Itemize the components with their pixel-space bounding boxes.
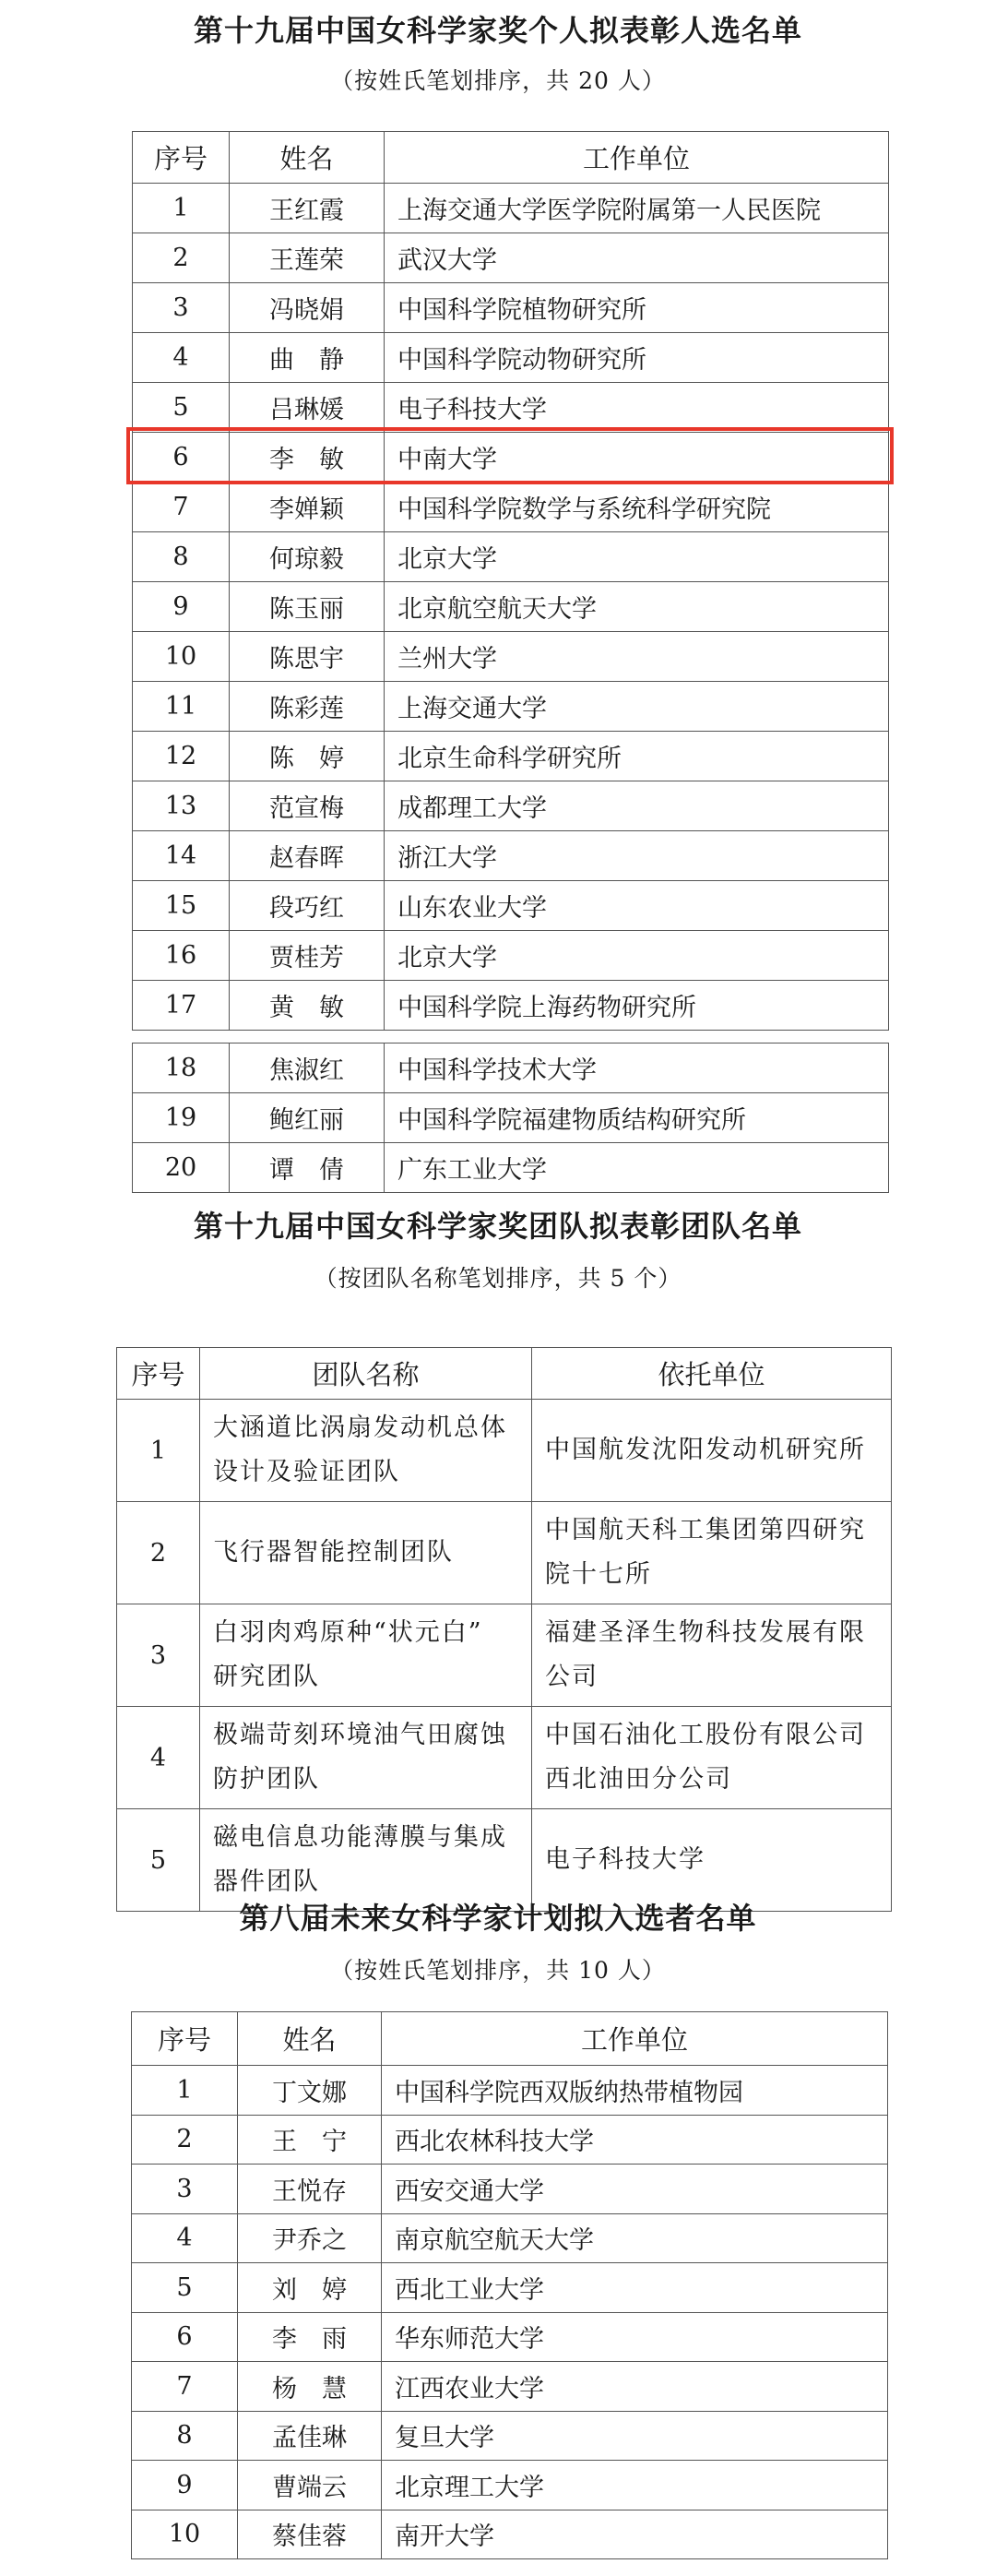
table-row bbox=[133, 184, 889, 233]
cell-index: 20 bbox=[133, 1143, 230, 1193]
table-row bbox=[132, 2066, 888, 2116]
cell-index: 13 bbox=[133, 781, 230, 831]
header-name: 姓名 bbox=[238, 2012, 382, 2066]
table-row bbox=[132, 2411, 888, 2461]
cell-unit: 山东农业大学 bbox=[385, 881, 889, 931]
cell-index: 16 bbox=[133, 931, 230, 981]
cell-unit: 武汉大学 bbox=[385, 233, 889, 283]
table-header-row bbox=[117, 1348, 892, 1400]
cell-unit: 北京航空航天大学 bbox=[385, 582, 889, 632]
cell-line: 研究团队 bbox=[213, 1663, 320, 1691]
cell-unit: 复旦大学 bbox=[382, 2411, 888, 2461]
cell-name: 陈彩莲 bbox=[230, 682, 385, 732]
cell-unit: 中国科学院西双版纳热带植物园 bbox=[382, 2066, 888, 2116]
cell-index: 4 bbox=[132, 2213, 238, 2263]
cell-index: 9 bbox=[132, 2461, 238, 2510]
cell-index: 8 bbox=[133, 532, 230, 582]
cell-team-name bbox=[200, 1400, 532, 1502]
cell-line: 防护团队 bbox=[213, 1765, 320, 1794]
cell-index: 9 bbox=[133, 582, 230, 632]
cell-line: 中国石油化工股份有限公司 bbox=[545, 1721, 866, 1749]
cell-name: 谭 倩 bbox=[230, 1143, 385, 1193]
cell-index: 7 bbox=[133, 483, 230, 532]
cell-name: 何琼毅 bbox=[230, 532, 385, 582]
cell-unit: 广东工业大学 bbox=[385, 1143, 889, 1193]
cell-host-unit bbox=[532, 1502, 892, 1604]
cell-name: 李 敏 bbox=[230, 433, 385, 483]
table-header-row bbox=[133, 132, 889, 184]
cell-team-name bbox=[200, 1707, 532, 1809]
table-row bbox=[133, 881, 889, 931]
cell-unit: 北京理工大学 bbox=[382, 2461, 888, 2510]
cell-index: 3 bbox=[133, 283, 230, 333]
cell-index: 8 bbox=[132, 2411, 238, 2461]
cell-host-unit bbox=[532, 1604, 892, 1707]
cell-name: 丁文娜 bbox=[238, 2066, 382, 2116]
table-row bbox=[117, 1707, 892, 1809]
table-row bbox=[132, 2312, 888, 2362]
table-row bbox=[132, 2461, 888, 2510]
cell-unit: 南京航空航天大学 bbox=[382, 2213, 888, 2263]
cell-index: 5 bbox=[132, 2263, 238, 2313]
cell-unit: 电子科技大学 bbox=[385, 383, 889, 433]
cell-line: 飞行器智能控制团队 bbox=[213, 1538, 454, 1567]
table-row bbox=[133, 483, 889, 532]
table-row bbox=[132, 2165, 888, 2214]
cell-index: 6 bbox=[133, 433, 230, 483]
cell-name: 黄 敏 bbox=[230, 981, 385, 1031]
table-row bbox=[132, 2510, 888, 2559]
cell-name: 孟佳琳 bbox=[238, 2411, 382, 2461]
cell-unit: 北京生命科学研究所 bbox=[385, 732, 889, 781]
cell-team-name bbox=[200, 1604, 532, 1707]
cell-unit: 北京大学 bbox=[385, 931, 889, 981]
cell-line: 极端苛刻环境油气田腐蚀 bbox=[213, 1721, 507, 1749]
cell-line: 公司 bbox=[545, 1663, 599, 1691]
cell-unit: 中国科学院植物研究所 bbox=[385, 283, 889, 333]
cell-index: 1 bbox=[133, 184, 230, 233]
cell-unit: 北京大学 bbox=[385, 532, 889, 582]
individual-table bbox=[132, 131, 889, 1031]
cell-index: 10 bbox=[132, 2510, 238, 2559]
individual-title: 第十九届中国女科学家奖个人拟表彰人选名单 bbox=[193, 13, 802, 48]
cell-unit: 中国科学院数学与系统科学研究院 bbox=[385, 483, 889, 532]
cell-index: 1 bbox=[132, 2066, 238, 2116]
highlight-box bbox=[126, 427, 894, 484]
cell-name: 蔡佳蓉 bbox=[238, 2510, 382, 2559]
cell-line: 西北油田分公司 bbox=[545, 1765, 732, 1794]
table-header-row bbox=[132, 2012, 888, 2066]
cell-index: 17 bbox=[133, 981, 230, 1031]
cell-unit: 中国科学院动物研究所 bbox=[385, 333, 889, 383]
individual-table-continued bbox=[132, 1043, 889, 1193]
cell-line: 白羽肉鸡原种“状元白” bbox=[213, 1618, 483, 1647]
cell-index: 2 bbox=[117, 1502, 200, 1604]
cell-unit: 中国科学院上海药物研究所 bbox=[385, 981, 889, 1031]
future-subtitle: （按姓氏笔划排序，共 10 人） bbox=[330, 1957, 666, 1984]
cell-index: 14 bbox=[133, 831, 230, 881]
cell-line: 磁电信息功能薄膜与集成 bbox=[213, 1823, 507, 1852]
cell-unit: 华东师范大学 bbox=[382, 2312, 888, 2362]
cell-name: 曲 静 bbox=[230, 333, 385, 383]
table-row bbox=[133, 981, 889, 1031]
table-row bbox=[133, 682, 889, 732]
cell-unit: 兰州大学 bbox=[385, 632, 889, 682]
header-index: 序号 bbox=[117, 1348, 200, 1400]
future-table bbox=[131, 2011, 888, 2559]
cell-unit: 江西农业大学 bbox=[382, 2362, 888, 2412]
cell-line: 设计及验证团队 bbox=[213, 1458, 400, 1486]
table-row bbox=[132, 2115, 888, 2165]
cell-name: 陈思宇 bbox=[230, 632, 385, 682]
cell-index: 4 bbox=[117, 1707, 200, 1809]
table-row bbox=[132, 2263, 888, 2313]
cell-name: 焦淑红 bbox=[230, 1044, 385, 1093]
individual-subtitle: （按姓氏笔划排序，共 20 人） bbox=[330, 67, 666, 94]
cell-name: 尹乔之 bbox=[238, 2213, 382, 2263]
cell-index: 10 bbox=[133, 632, 230, 682]
table-row bbox=[133, 383, 889, 433]
cell-unit: 西北农林科技大学 bbox=[382, 2115, 888, 2165]
header-unit: 工作单位 bbox=[385, 132, 889, 184]
cell-name: 王红霞 bbox=[230, 184, 385, 233]
team-table bbox=[116, 1347, 892, 1912]
cell-index: 1 bbox=[117, 1400, 200, 1502]
cell-index: 11 bbox=[133, 682, 230, 732]
header-index: 序号 bbox=[133, 132, 230, 184]
table-row bbox=[133, 1044, 889, 1093]
cell-unit: 浙江大学 bbox=[385, 831, 889, 881]
table-row bbox=[133, 1143, 889, 1193]
cell-team-name bbox=[200, 1502, 532, 1604]
cell-unit: 中国科学技术大学 bbox=[385, 1044, 889, 1093]
cell-index: 2 bbox=[132, 2115, 238, 2165]
cell-index: 5 bbox=[133, 383, 230, 433]
cell-unit: 中南大学 bbox=[385, 433, 889, 483]
table-row bbox=[117, 1604, 892, 1707]
cell-name: 刘 婷 bbox=[238, 2263, 382, 2313]
table-row bbox=[117, 1400, 892, 1502]
cell-index: 6 bbox=[132, 2312, 238, 2362]
cell-host-unit bbox=[532, 1400, 892, 1502]
table-row bbox=[132, 2362, 888, 2412]
cell-name: 范宣梅 bbox=[230, 781, 385, 831]
header-host-unit: 依托单位 bbox=[532, 1348, 892, 1400]
cell-index: 18 bbox=[133, 1044, 230, 1093]
cell-name: 王悦存 bbox=[238, 2165, 382, 2214]
cell-unit: 南开大学 bbox=[382, 2510, 888, 2559]
cell-line: 器件团队 bbox=[213, 1867, 320, 1896]
table-row bbox=[133, 233, 889, 283]
team-title: 第十九届中国女科学家奖团队拟表彰团队名单 bbox=[193, 1209, 802, 1244]
cell-index: 15 bbox=[133, 881, 230, 931]
cell-index: 7 bbox=[132, 2362, 238, 2412]
cell-unit: 成都理工大学 bbox=[385, 781, 889, 831]
cell-name: 冯晓娟 bbox=[230, 283, 385, 333]
cell-name: 李婵颖 bbox=[230, 483, 385, 532]
cell-name: 赵春晖 bbox=[230, 831, 385, 881]
table-row bbox=[133, 582, 889, 632]
cell-unit: 西北工业大学 bbox=[382, 2263, 888, 2313]
future-title: 第八届未来女科学家计划拟入选者名单 bbox=[239, 1901, 757, 1936]
cell-index: 2 bbox=[133, 233, 230, 283]
cell-line: 中国航天科工集团第四研究 bbox=[545, 1516, 866, 1544]
header-unit: 工作单位 bbox=[382, 2012, 888, 2066]
cell-index: 12 bbox=[133, 732, 230, 781]
cell-name: 鲍红丽 bbox=[230, 1093, 385, 1143]
cell-index: 5 bbox=[117, 1809, 200, 1912]
cell-name: 陈 婷 bbox=[230, 732, 385, 781]
cell-index: 3 bbox=[117, 1604, 200, 1707]
cell-name: 王 宁 bbox=[238, 2115, 382, 2165]
table-row bbox=[133, 831, 889, 881]
table-row bbox=[133, 781, 889, 831]
cell-index: 3 bbox=[132, 2165, 238, 2214]
table-row bbox=[133, 931, 889, 981]
cell-name: 段巧红 bbox=[230, 881, 385, 931]
cell-name: 曹端云 bbox=[238, 2461, 382, 2510]
table-row bbox=[133, 732, 889, 781]
table-row bbox=[132, 2213, 888, 2263]
header-team-name: 团队名称 bbox=[200, 1348, 532, 1400]
cell-index: 19 bbox=[133, 1093, 230, 1143]
cell-unit: 中国科学院福建物质结构研究所 bbox=[385, 1093, 889, 1143]
cell-line: 院十七所 bbox=[545, 1560, 652, 1589]
cell-name: 杨 慧 bbox=[238, 2362, 382, 2412]
cell-host-unit bbox=[532, 1707, 892, 1809]
table-row bbox=[133, 532, 889, 582]
cell-index: 4 bbox=[133, 333, 230, 383]
cell-name: 贾桂芳 bbox=[230, 931, 385, 981]
table-row bbox=[133, 1093, 889, 1143]
cell-name: 吕琳媛 bbox=[230, 383, 385, 433]
cell-name: 陈玉丽 bbox=[230, 582, 385, 632]
cell-name: 王莲荣 bbox=[230, 233, 385, 283]
table-row bbox=[117, 1502, 892, 1604]
cell-line: 中国航发沈阳发动机研究所 bbox=[545, 1436, 866, 1464]
cell-line: 电子科技大学 bbox=[545, 1845, 706, 1874]
table-row bbox=[133, 333, 889, 383]
header-index: 序号 bbox=[132, 2012, 238, 2066]
cell-line: 福建圣泽生物科技发展有限 bbox=[545, 1618, 866, 1647]
cell-unit: 上海交通大学医学院附属第一人民医院 bbox=[385, 184, 889, 233]
cell-unit: 西安交通大学 bbox=[382, 2165, 888, 2214]
team-subtitle: （按团队名称笔划排序，共 5 个） bbox=[314, 1265, 682, 1292]
cell-unit: 上海交通大学 bbox=[385, 682, 889, 732]
cell-name: 李 雨 bbox=[238, 2312, 382, 2362]
table-row bbox=[133, 283, 889, 333]
header-name: 姓名 bbox=[230, 132, 385, 184]
table-row bbox=[133, 632, 889, 682]
cell-line: 大涵道比涡扇发动机总体 bbox=[213, 1413, 507, 1442]
